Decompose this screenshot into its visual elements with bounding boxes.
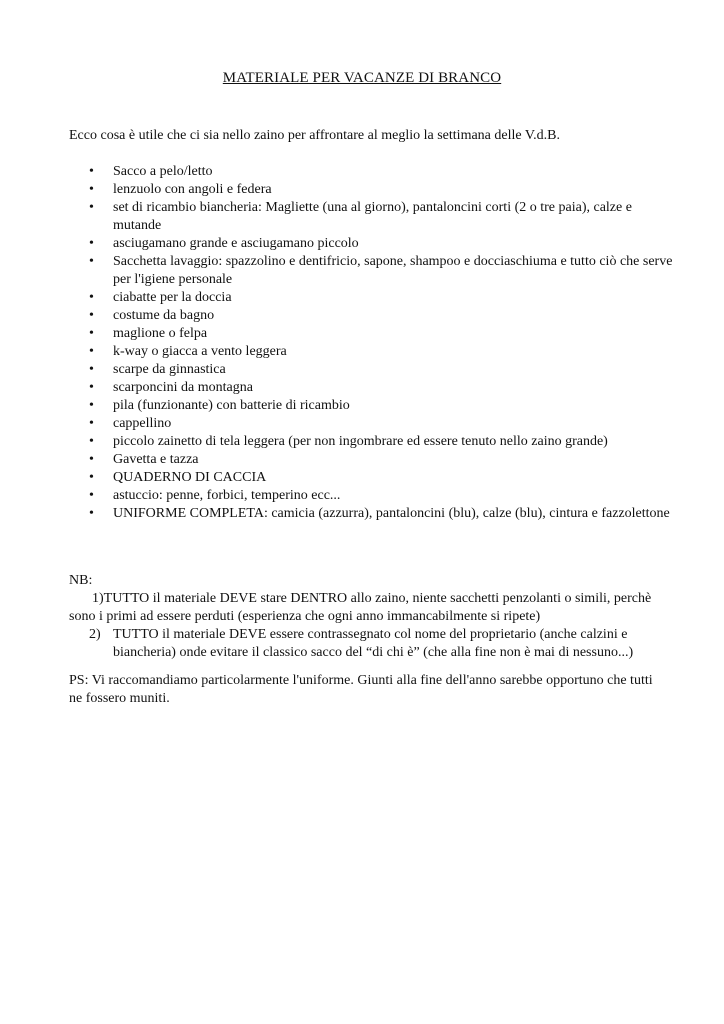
ps-paragraph: PS: Vi raccomandiamo particolarmente l'uniforme. Giunti alla fine dell'anno sarebbe opportuno che tutti ne fossero muniti. xyxy=(69,673,653,706)
nb-note-1: 1)TUTTO il materiale DEVE stare DENTRO allo zaino, niente sacchetti penzolanti o simili, perchè sono i primi ad essere perduti (esperienza che ogni anno immancabilmente si ripete) xyxy=(69,591,652,624)
list-item: • asciugamano grande e asciugamano piccolo xyxy=(113,235,673,253)
list-item: • pila (funzionante) con batterie di ricambio xyxy=(113,397,673,415)
list-item: • ciabatte per la doccia xyxy=(113,289,673,307)
list-item: • lenzuolo con angoli e federa xyxy=(113,181,673,199)
nb-note-2-number: 2) xyxy=(89,627,101,642)
nb-note-2 xyxy=(89,626,673,662)
document-title: MATERIALE PER VACANZE DI BRANCO xyxy=(222,70,502,86)
list-item: • scarponcini da montagna xyxy=(113,379,673,397)
intro-paragraph: Ecco cosa è utile che ci sia nello zaino per affrontare al meglio la settimana delle V.d.B. xyxy=(69,128,560,143)
list-item: • astuccio: penne, forbici, temperino ecc... xyxy=(113,487,673,505)
list-item: • k-way o giacca a vento leggera xyxy=(113,343,673,361)
nb-note-2-text: TUTTO il materiale DEVE essere contrassegnato col nome del proprietario (anche calzini e biancheria) onde evitare il classico sacco del “di chi è” (che alla fine non è mai di nessuno...) xyxy=(113,627,634,660)
list-item: • Sacchetta lavaggio: spazzolino e dentifricio, sapone, shampoo e docciaschiuma e tutto ciò che serve per l'igiene personale xyxy=(113,253,673,289)
list-item: • cappellino xyxy=(113,415,673,433)
list-item: • QUADERNO DI CACCIA xyxy=(113,469,673,487)
list-item: • UNIFORME COMPLETA: camicia (azzurra), pantaloncini (blu), calze (blu), cintura e fazzolettone xyxy=(113,505,673,523)
list-item: • Gavetta e tazza xyxy=(113,451,673,469)
list-item: • Sacco a pelo/letto xyxy=(113,163,673,181)
list-item: • costume da bagno xyxy=(113,307,673,325)
list-item: • maglione o felpa xyxy=(113,325,673,343)
nb-label: NB: xyxy=(69,573,93,588)
equipment-list xyxy=(113,163,673,523)
list-item: • scarpe da ginnastica xyxy=(113,361,673,379)
list-item: • piccolo zainetto di tela leggera (per non ingombrare ed essere tenuto nello zaino grande) xyxy=(113,433,673,451)
list-item: • set di ricambio biancheria: Magliette (una al giorno), pantaloncini corti (2 o tre paia), calze e mutande xyxy=(113,199,673,235)
